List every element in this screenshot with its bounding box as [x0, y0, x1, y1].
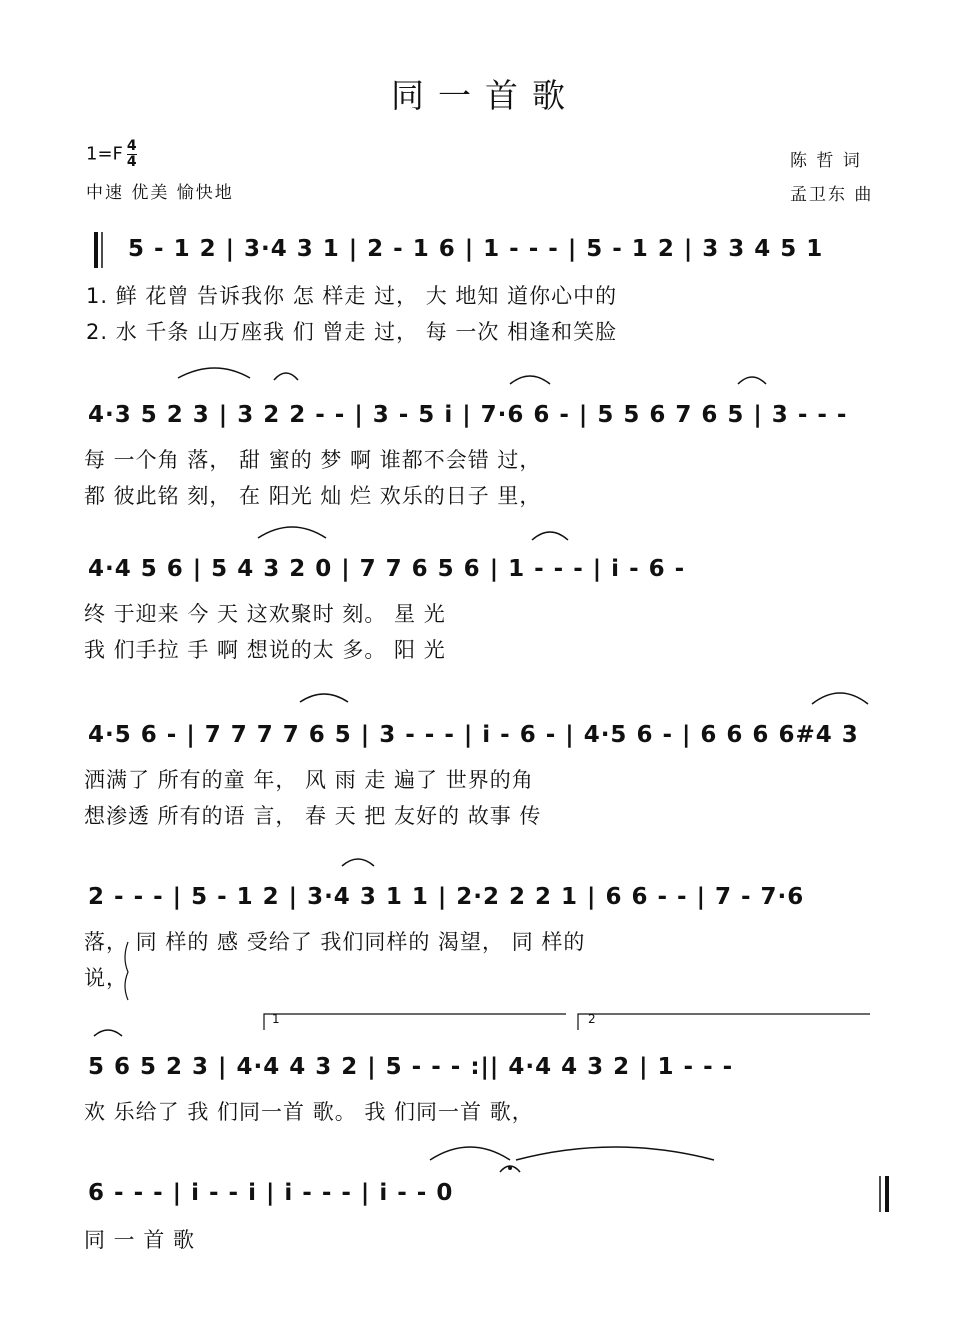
lyric-row-5-verse-2: 说， — [84, 966, 128, 990]
lyric-row-5-verse-1: 落， 同 样的 感 受给了 我们同样的 渴望， 同 样的 — [84, 930, 586, 954]
time-denominator: 4 — [126, 154, 137, 170]
slur — [532, 532, 568, 540]
volta-1-label: 1 — [272, 1012, 280, 1026]
lyric-row-4-verse-2: 想渗透 所有的语 言， 春 天 把 友好的 故事 传 — [84, 804, 542, 828]
lyric-row-2-verse-1: 每 一个角 落， 甜 蜜的 梦 啊 谁都不会错 过， — [84, 448, 542, 472]
fermata-dot — [508, 1166, 512, 1170]
slur — [516, 1147, 714, 1160]
lyric-row-2-verse-2: 都 彼此铭 刻， 在 阳光 灿 烂 欢乐的日子 里， — [84, 484, 542, 508]
slur — [300, 694, 348, 702]
song-title: 同一首歌 — [391, 76, 579, 115]
lyric-row-3-verse-1: 终 于迎来 今 天 这欢聚时 刻。 星 光 — [84, 602, 446, 626]
lyric-row-3-verse-2: 我 们手拉 手 啊 想说的太 多。 阳 光 — [84, 638, 446, 662]
volta-2-label: 2 — [588, 1012, 596, 1026]
lyric-row-7: 同 一 首 歌 — [84, 1228, 196, 1252]
volta-2-bracket — [578, 1014, 870, 1030]
slur — [738, 377, 766, 384]
lyric-row-6: 欢 乐给了 我 们同一首 歌。 我 们同一首 歌， — [84, 1100, 534, 1124]
composer-credit: 孟卫东 曲 — [790, 185, 874, 205]
time-numerator: 4 — [126, 138, 137, 154]
key-label: 1=F — [86, 143, 123, 165]
slur — [178, 368, 250, 378]
slur — [342, 859, 374, 866]
notation-row-6: 5 6 5 2 3 | 4·4 4 3 2 | 5 - - - :|| 4·4 4 3 2 | 1 - - - — [88, 1054, 734, 1080]
lyric-row-1-verse-2: 2. 水 千条 山万座我 们 曾走 过， 每 一次 相逢和笑脸 — [86, 320, 618, 344]
verse-brace — [125, 942, 128, 1000]
slur — [430, 1147, 510, 1160]
slur — [510, 376, 550, 384]
volta-1-bracket — [264, 1014, 566, 1030]
lyricist-credit: 陈 哲 词 — [790, 151, 862, 171]
notation-row-7: 6 - - - | i - - i | i - - - | i - - 0 — [88, 1180, 454, 1206]
notation-row-4: 4·5 6 - | 7 7 7 7 6 5 | 3 - - - | i - 6 - | 4·5 6 - | 6 6 6 6#4 3 — [88, 722, 859, 748]
slur — [258, 527, 326, 538]
notation-row-2: 4·3 5 2 3 | 3 2 2 - - | 3 - 5 i | 7·6 6 - | 5 5 6 7 6 5 | 3 - - - — [88, 402, 848, 428]
lyric-row-4-verse-1: 洒满了 所有的童 年， 风 雨 走 遍了 世界的角 — [84, 768, 534, 792]
slur — [274, 373, 298, 380]
slur — [94, 1030, 122, 1036]
lyric-row-1-verse-1: 1. 鲜 花曾 告诉我你 怎 样走 过， 大 地知 道你心中的 — [86, 284, 618, 308]
slur — [812, 693, 868, 704]
notation-row-5: 2 - - - | 5 - 1 2 | 3·4 3 1 1 | 2·2 2 2 1 | 6 6 - - | 7 - 7·6 — [88, 884, 805, 910]
tempo-marking: 中速 优美 愉快地 — [86, 183, 234, 203]
notation-row-1: 5 - 1 2 | 3·4 3 1 | 2 - 1 6 | 1 - - - | 5 - 1 2 | 3 3 4 5 1 — [128, 236, 824, 262]
notation-row-3: 4·4 5 6 | 5 4 3 2 0 | 7 7 6 5 6 | 1 - - - | i - 6 - — [88, 556, 686, 582]
